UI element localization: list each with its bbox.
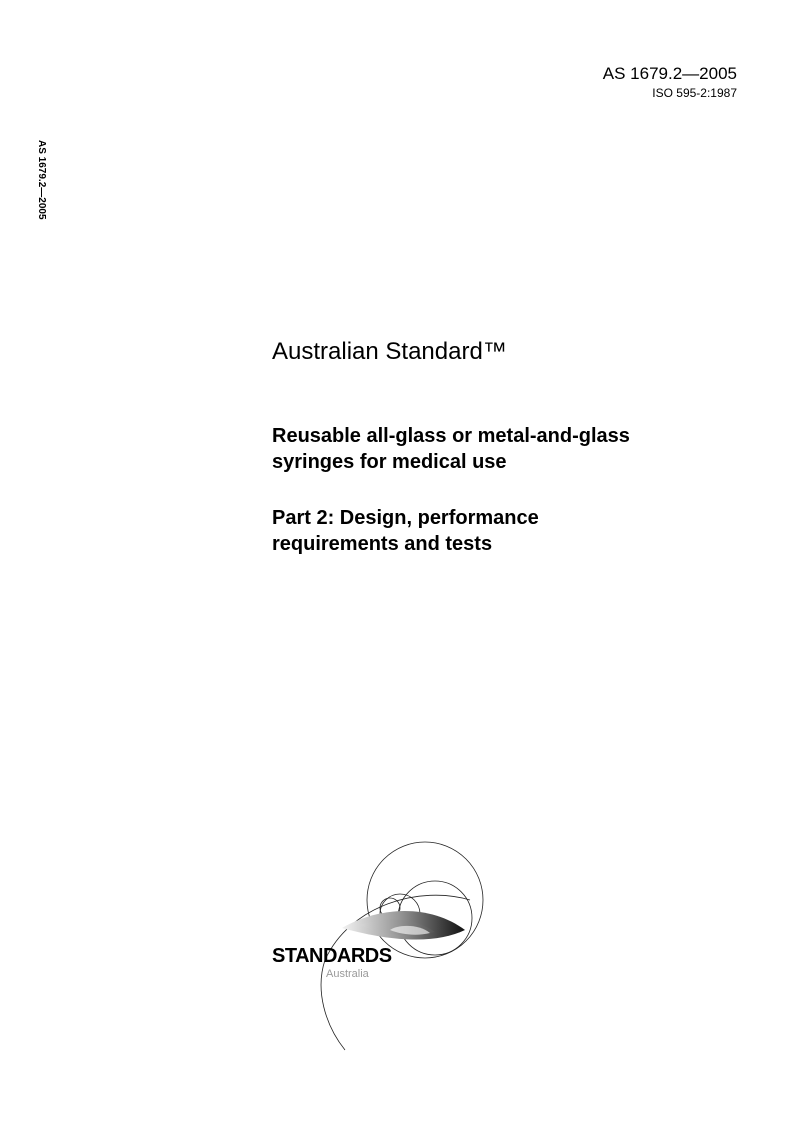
document-title-block xyxy=(272,423,732,557)
standard-number: AS 1679.2—2005 xyxy=(602,64,737,83)
logo-subword: Australia xyxy=(326,968,369,980)
part-title-line-1: Part 2: Design, performance xyxy=(272,507,539,529)
part-title-line-2: requirements and tests xyxy=(272,533,493,555)
iso-reference: ISO 595-2:1987 xyxy=(652,86,737,100)
spine-label: AS 1679.2—2005 xyxy=(36,140,47,220)
series-heading: Australian Standard™ xyxy=(272,338,507,365)
title-line-1: Reusable all-glass or metal-and-glass xyxy=(272,425,630,447)
logo-graphic xyxy=(270,840,490,1055)
title-line-2: syringes for medical use xyxy=(272,451,507,473)
standards-australia-logo xyxy=(270,840,490,1055)
logo-wordmark: STANDARDS xyxy=(272,945,392,967)
